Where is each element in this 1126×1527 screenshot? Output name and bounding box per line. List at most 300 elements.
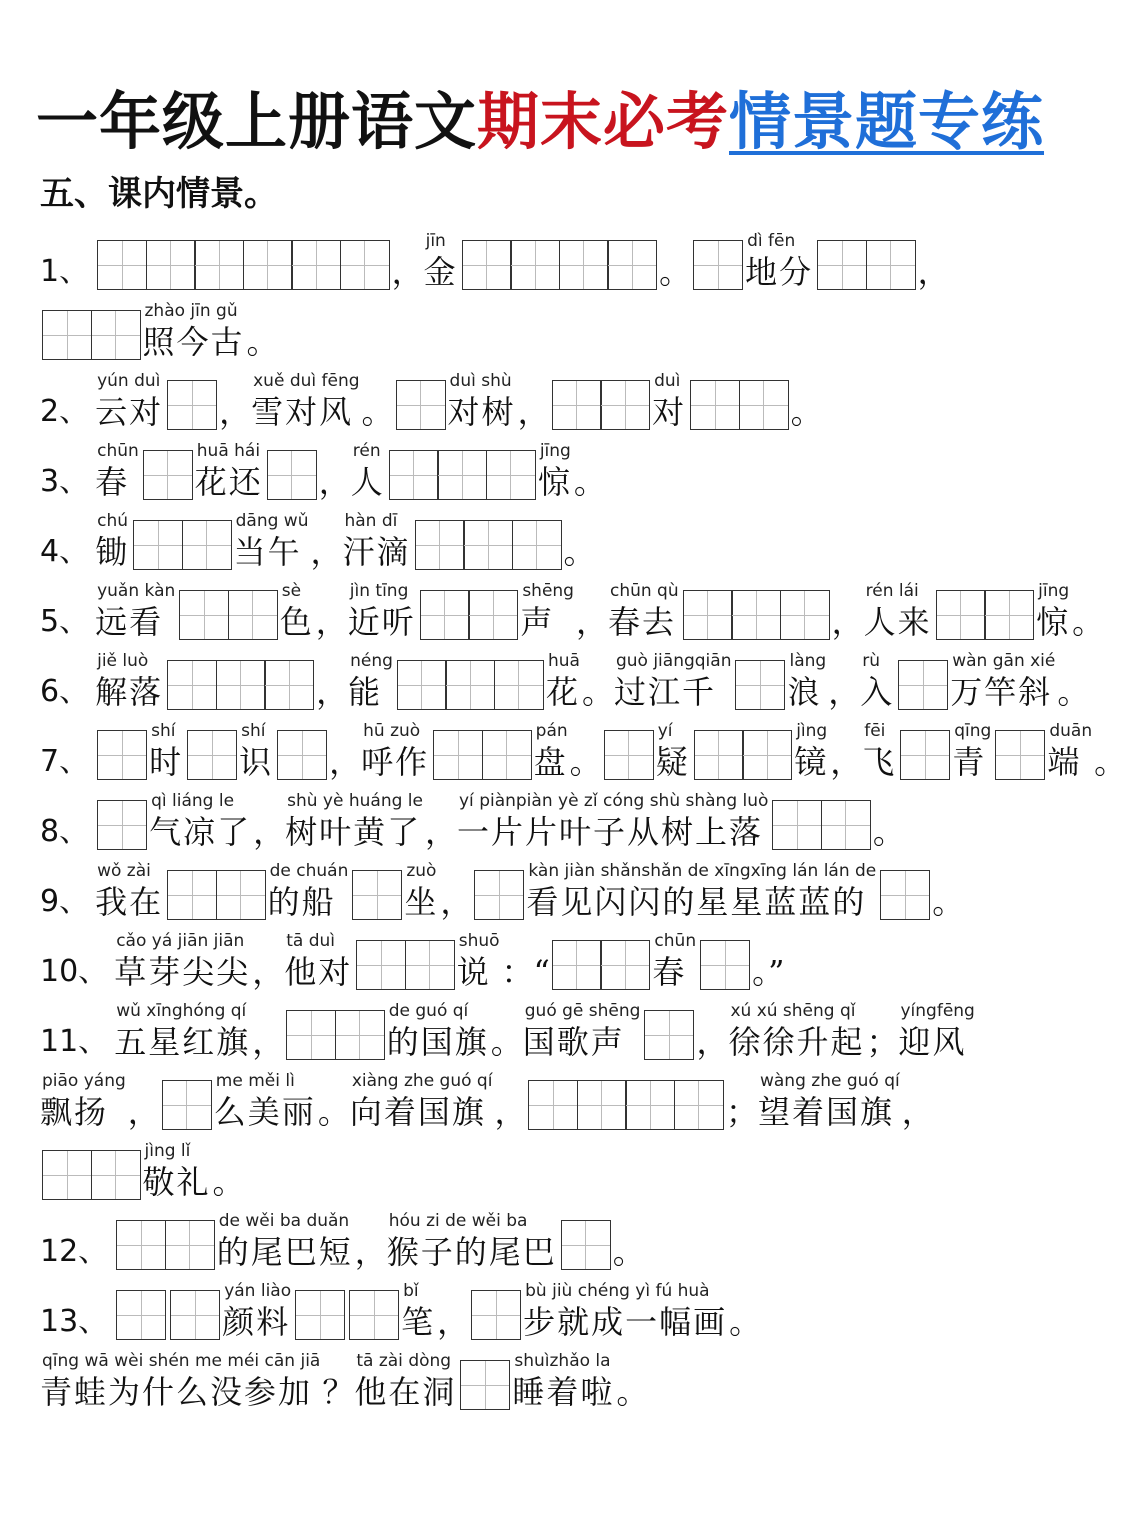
hanzi: 近听 bbox=[347, 603, 416, 641]
tianzige-box[interactable] bbox=[600, 940, 650, 990]
tianzige-box[interactable] bbox=[437, 450, 487, 500]
tianzige-box[interactable] bbox=[335, 1010, 385, 1060]
pinyin-word bbox=[534, 720, 568, 782]
hanzi: 我在 bbox=[95, 883, 164, 921]
pinyin-word bbox=[862, 720, 896, 782]
tianzige-box[interactable] bbox=[880, 870, 930, 920]
punctuation: ； bbox=[725, 1093, 758, 1131]
answer-boxes[interactable] bbox=[433, 730, 532, 780]
hanzi: 他对 bbox=[284, 953, 353, 991]
tianzige-box[interactable] bbox=[167, 380, 217, 430]
answer-boxes[interactable] bbox=[700, 940, 750, 990]
pinyin-word bbox=[404, 860, 438, 922]
tianzige-box[interactable] bbox=[984, 590, 1034, 640]
pinyin: zhào jīn gǔ bbox=[144, 301, 238, 321]
pinyin-word bbox=[95, 860, 163, 922]
answer-boxes[interactable] bbox=[167, 870, 266, 920]
punctuation: 。 bbox=[569, 743, 602, 781]
punctuation: ， bbox=[391, 253, 424, 291]
pinyin-word bbox=[95, 650, 163, 712]
question-number: 13、 bbox=[40, 1304, 109, 1339]
tianzige-box[interactable] bbox=[512, 520, 562, 570]
pinyin-word bbox=[239, 720, 273, 782]
pinyin: qīng bbox=[954, 721, 992, 741]
pinyin-word bbox=[143, 1140, 211, 1202]
hanzi: 惊 bbox=[537, 463, 572, 501]
pinyin-word bbox=[546, 650, 580, 712]
tianzige-box[interactable] bbox=[349, 1290, 399, 1340]
answer-boxes[interactable] bbox=[356, 940, 455, 990]
answer-boxes[interactable] bbox=[735, 660, 785, 710]
pinyin-word bbox=[361, 720, 429, 782]
pinyin: qīng wā wèi shén me méi cān jiā bbox=[42, 1351, 321, 1371]
tianzige-box[interactable] bbox=[340, 240, 390, 290]
hanzi: 一片片叶子从树上落 bbox=[457, 813, 764, 851]
question-number: 4、 bbox=[40, 534, 90, 569]
answer-boxes[interactable] bbox=[460, 1360, 510, 1410]
answer-boxes[interactable] bbox=[420, 590, 519, 640]
tianzige-box[interactable] bbox=[463, 520, 513, 570]
punctuation: 。 bbox=[612, 1233, 645, 1271]
tianzige-box[interactable] bbox=[694, 730, 744, 780]
hanzi: 树叶黄了 bbox=[285, 813, 422, 851]
punctuation: ， bbox=[517, 393, 550, 431]
answer-boxes[interactable] bbox=[167, 660, 314, 710]
pinyin-word bbox=[1036, 580, 1070, 642]
tianzige-box[interactable] bbox=[264, 660, 314, 710]
pinyin-word bbox=[342, 510, 410, 572]
punctuation: 。 bbox=[872, 813, 905, 851]
hanzi: 能 bbox=[348, 673, 383, 711]
pinyin-word bbox=[457, 790, 768, 852]
punctuation: ， bbox=[252, 1023, 285, 1061]
tianzige-box[interactable] bbox=[97, 800, 147, 850]
punctuation: ， bbox=[310, 533, 343, 571]
tianzige-box[interactable] bbox=[898, 660, 948, 710]
pinyin-word bbox=[350, 1070, 493, 1132]
tianzige-box[interactable] bbox=[187, 730, 237, 780]
hanzi: 呼作 bbox=[361, 743, 430, 781]
tianzige-box[interactable] bbox=[295, 1290, 345, 1340]
tianzige-box[interactable] bbox=[471, 1290, 521, 1340]
answer-boxes[interactable] bbox=[683, 590, 830, 640]
hanzi: 的船 bbox=[267, 883, 336, 921]
hanzi: 的国旗 bbox=[386, 1023, 489, 1061]
tianzige-box[interactable] bbox=[486, 450, 536, 500]
tianzige-box[interactable] bbox=[405, 940, 455, 990]
tianzige-box[interactable] bbox=[510, 240, 560, 290]
answer-boxes[interactable] bbox=[143, 450, 193, 500]
tianzige-box[interactable] bbox=[170, 1290, 220, 1340]
tianzige-box[interactable] bbox=[194, 240, 244, 290]
pinyin: jīn bbox=[425, 231, 446, 251]
punctuation: ， bbox=[696, 1023, 729, 1061]
tianzige-box[interactable] bbox=[167, 660, 217, 710]
tianzige-box[interactable] bbox=[165, 1220, 215, 1270]
answer-boxes[interactable] bbox=[267, 450, 317, 500]
answer-boxes[interactable] bbox=[187, 730, 237, 780]
tianzige-box[interactable] bbox=[396, 380, 446, 430]
pinyin-word bbox=[523, 1280, 727, 1342]
answer-boxes[interactable] bbox=[162, 1080, 212, 1130]
answer-boxes[interactable] bbox=[116, 1290, 166, 1340]
punctuation: 。 bbox=[212, 1163, 245, 1201]
tianzige-box[interactable] bbox=[772, 800, 822, 850]
pinyin: wǔ xīnghóng qí bbox=[116, 1001, 247, 1021]
hanzi: 万竿斜 bbox=[950, 673, 1053, 711]
tianzige-box[interactable] bbox=[433, 730, 483, 780]
punctuation: ； bbox=[866, 1023, 899, 1061]
pinyin-word bbox=[95, 440, 139, 502]
pinyin: néng bbox=[350, 651, 393, 671]
answer-boxes[interactable] bbox=[880, 870, 930, 920]
hanzi: 花 bbox=[545, 673, 580, 711]
tianzige-box[interactable] bbox=[228, 590, 278, 640]
exercise-line bbox=[40, 992, 977, 1062]
tianzige-box[interactable] bbox=[780, 590, 830, 640]
answer-boxes[interactable] bbox=[471, 1290, 521, 1340]
pinyin-word bbox=[448, 370, 516, 432]
answer-boxes[interactable] bbox=[295, 1290, 345, 1340]
question-number: 11、 bbox=[40, 1024, 109, 1059]
pinyin-word bbox=[285, 790, 423, 852]
answer-boxes[interactable] bbox=[474, 870, 524, 920]
hanzi: 说 bbox=[456, 953, 491, 991]
answer-boxes[interactable] bbox=[396, 380, 446, 430]
pinyin-word bbox=[401, 1280, 435, 1342]
answer-boxes[interactable] bbox=[462, 240, 658, 290]
answer-boxes[interactable] bbox=[133, 520, 232, 570]
pinyin: chūn bbox=[97, 441, 139, 461]
hanzi: 么美丽 bbox=[213, 1093, 316, 1131]
pinyin-word bbox=[898, 1000, 974, 1062]
tianzige-box[interactable] bbox=[179, 590, 229, 640]
pinyin: làng bbox=[789, 651, 827, 671]
question-number: 8、 bbox=[40, 814, 90, 849]
punctuation: 。 bbox=[563, 533, 596, 571]
pinyin-word bbox=[387, 1000, 489, 1062]
tianzige-box[interactable] bbox=[482, 730, 532, 780]
answer-boxes[interactable] bbox=[552, 380, 651, 430]
answer-boxes[interactable] bbox=[772, 800, 871, 850]
tianzige-box[interactable] bbox=[116, 1220, 166, 1270]
answer-boxes[interactable] bbox=[690, 380, 789, 430]
page-title bbox=[0, 72, 1080, 161]
tianzige-box[interactable] bbox=[577, 1080, 627, 1130]
tianzige-box[interactable] bbox=[91, 310, 141, 360]
question-number: 9、 bbox=[40, 884, 90, 919]
pinyin: jīng bbox=[1038, 581, 1070, 601]
answer-boxes[interactable] bbox=[97, 730, 147, 780]
tianzige-box[interactable] bbox=[552, 380, 602, 430]
pinyin-word bbox=[652, 370, 686, 432]
pinyin-word bbox=[143, 300, 245, 362]
tianzige-box[interactable] bbox=[42, 310, 92, 360]
answer-boxes[interactable] bbox=[97, 800, 147, 850]
tianzige-box[interactable] bbox=[474, 870, 524, 920]
pinyin-word bbox=[251, 370, 359, 432]
pinyin: guó gē shēng bbox=[524, 1001, 641, 1021]
answer-boxes[interactable] bbox=[349, 1290, 399, 1340]
tianzige-box[interactable] bbox=[116, 1290, 166, 1340]
hanzi: 春 bbox=[95, 463, 130, 501]
tianzige-box[interactable] bbox=[42, 1150, 92, 1200]
tianzige-box[interactable] bbox=[739, 380, 789, 430]
tianzige-box[interactable] bbox=[216, 660, 266, 710]
answer-boxes[interactable] bbox=[561, 1220, 611, 1270]
question-number: 3、 bbox=[40, 464, 90, 499]
pinyin: duì shù bbox=[449, 371, 512, 391]
tianzige-box[interactable] bbox=[97, 240, 147, 290]
pinyin-word bbox=[952, 720, 991, 782]
exercise-line bbox=[40, 1132, 245, 1202]
pinyin-word bbox=[149, 790, 251, 852]
exercise-line bbox=[40, 362, 823, 432]
exercise-line bbox=[40, 642, 1089, 712]
tianzige-box[interactable] bbox=[91, 1150, 141, 1200]
answer-boxes[interactable] bbox=[528, 1080, 724, 1130]
answer-boxes[interactable] bbox=[167, 380, 217, 430]
punctuation: 。 bbox=[1094, 743, 1126, 781]
pinyin: rù bbox=[862, 651, 880, 671]
tianzige-box[interactable] bbox=[267, 450, 317, 500]
tianzige-box[interactable] bbox=[356, 940, 406, 990]
tianzige-box[interactable] bbox=[735, 660, 785, 710]
punctuation: 。 bbox=[790, 393, 823, 431]
punctuation: ， bbox=[253, 813, 286, 851]
hanzi: 雪对风 bbox=[251, 393, 354, 431]
hanzi: 汗滴 bbox=[342, 533, 411, 571]
tianzige-box[interactable] bbox=[143, 450, 193, 500]
answer-boxes[interactable] bbox=[277, 730, 327, 780]
hanzi: 青 bbox=[952, 743, 987, 781]
pinyin: shí bbox=[151, 721, 176, 741]
hanzi: 色 bbox=[279, 603, 314, 641]
tianzige-box[interactable] bbox=[352, 870, 402, 920]
answer-boxes[interactable] bbox=[352, 870, 402, 920]
hanzi: 向着国旗 bbox=[349, 1093, 486, 1131]
tianzige-box[interactable] bbox=[604, 730, 654, 780]
hanzi: 迎风 bbox=[898, 1023, 967, 1061]
exercise-line bbox=[40, 502, 596, 572]
tianzige-box[interactable] bbox=[216, 870, 266, 920]
tianzige-box[interactable] bbox=[133, 520, 183, 570]
tianzige-box[interactable] bbox=[607, 240, 657, 290]
tianzige-box[interactable] bbox=[625, 1080, 675, 1130]
answer-boxes[interactable] bbox=[389, 450, 536, 500]
punctuation: ， bbox=[424, 813, 457, 851]
pinyin: jìng lǐ bbox=[144, 1141, 191, 1161]
pinyin: shuìzhǎo la bbox=[514, 1351, 611, 1371]
tianzige-box[interactable] bbox=[286, 1010, 336, 1060]
exercise-line bbox=[40, 1272, 761, 1342]
pinyin: yuǎn kàn bbox=[97, 581, 176, 601]
punctuation: 。” bbox=[752, 953, 785, 991]
tianzige-box[interactable] bbox=[674, 1080, 724, 1130]
tianzige-box[interactable] bbox=[644, 1010, 694, 1060]
pinyin: xuě duì fēng bbox=[253, 371, 360, 391]
hanzi: 入 bbox=[860, 673, 895, 711]
pinyin-word bbox=[387, 1210, 557, 1272]
pinyin-word bbox=[95, 580, 175, 642]
answer-boxes[interactable] bbox=[644, 1010, 694, 1060]
pinyin-word bbox=[523, 1000, 641, 1062]
punctuation: 。 bbox=[659, 253, 692, 291]
tianzige-box[interactable] bbox=[995, 730, 1045, 780]
pinyin-word bbox=[860, 650, 894, 712]
pinyin: yún duì bbox=[97, 371, 161, 391]
hanzi: 远看 bbox=[95, 603, 164, 641]
pinyin: bǐ bbox=[403, 1281, 419, 1301]
answer-boxes[interactable] bbox=[898, 660, 948, 710]
tianzige-box[interactable] bbox=[97, 730, 147, 780]
pinyin-word bbox=[149, 720, 183, 782]
punctuation: ， bbox=[901, 1093, 934, 1131]
hanzi: 步就成一幅画 bbox=[523, 1303, 728, 1341]
hanzi: 对 bbox=[652, 393, 687, 431]
pinyin: fēi bbox=[864, 721, 886, 741]
pinyin: xiàng zhe guó qí bbox=[351, 1071, 493, 1091]
pinyin-word bbox=[652, 930, 696, 992]
punctuation: ， bbox=[315, 603, 348, 641]
tianzige-box[interactable] bbox=[146, 240, 196, 290]
question-number: 12、 bbox=[40, 1234, 109, 1269]
tianzige-box[interactable] bbox=[552, 940, 602, 990]
answer-boxes[interactable] bbox=[604, 730, 654, 780]
hanzi: 笔 bbox=[401, 1303, 436, 1341]
pinyin: chūn bbox=[654, 931, 697, 951]
punctuation: ， bbox=[831, 603, 864, 641]
tianzige-box[interactable] bbox=[167, 870, 217, 920]
tianzige-box[interactable] bbox=[817, 240, 867, 290]
tianzige-box[interactable] bbox=[936, 590, 986, 640]
tianzige-box[interactable] bbox=[397, 660, 447, 710]
punctuation: ， bbox=[318, 463, 351, 501]
pinyin-word bbox=[864, 580, 932, 642]
pinyin-word bbox=[758, 1070, 900, 1132]
exercise-line bbox=[40, 922, 784, 992]
tianzige-box[interactable] bbox=[291, 240, 341, 290]
exercise-line bbox=[40, 222, 950, 292]
punctuation: 。 bbox=[932, 883, 965, 921]
question-number: 7、 bbox=[40, 744, 90, 779]
pinyin-word bbox=[424, 230, 458, 292]
tianzige-box[interactable] bbox=[494, 660, 544, 710]
pinyin-word bbox=[195, 440, 263, 502]
tianzige-box[interactable] bbox=[460, 1360, 510, 1410]
answer-boxes[interactable] bbox=[693, 240, 743, 290]
answer-boxes[interactable] bbox=[179, 590, 278, 640]
tianzige-box[interactable] bbox=[528, 1080, 578, 1130]
pinyin-word bbox=[351, 440, 385, 502]
hanzi: 看见闪闪的星星蓝蓝的 bbox=[526, 883, 867, 921]
tianzige-box[interactable] bbox=[561, 1220, 611, 1270]
hanzi: 疑 bbox=[655, 743, 690, 781]
tianzige-box[interactable] bbox=[182, 520, 232, 570]
pinyin: yí piànpiàn yè zǐ cóng shù shàng luò bbox=[459, 791, 769, 811]
pinyin-word bbox=[268, 860, 349, 922]
hanzi: 国歌声 bbox=[522, 1023, 625, 1061]
answer-boxes[interactable] bbox=[116, 1220, 215, 1270]
hanzi: 镜 bbox=[794, 743, 829, 781]
answer-boxes[interactable] bbox=[42, 310, 141, 360]
tianzige-box[interactable] bbox=[462, 240, 512, 290]
tianzige-box[interactable] bbox=[693, 240, 743, 290]
pinyin-word bbox=[222, 1280, 291, 1342]
pinyin: yán liào bbox=[224, 1281, 292, 1301]
tianzige-box[interactable] bbox=[468, 590, 518, 640]
pinyin: wàn gān xié bbox=[952, 651, 1056, 671]
pinyin-word bbox=[114, 1000, 250, 1062]
punctuation: ， bbox=[440, 883, 473, 921]
pinyin: hóu zi de wěi ba bbox=[388, 1211, 528, 1231]
punctuation: ？ bbox=[322, 1373, 355, 1411]
tianzige-box[interactable] bbox=[742, 730, 792, 780]
hanzi: 睡着啦 bbox=[512, 1373, 615, 1411]
pinyin: dāng wǔ bbox=[235, 511, 309, 531]
answer-boxes[interactable] bbox=[694, 730, 793, 780]
answer-boxes[interactable] bbox=[97, 240, 390, 290]
answer-boxes[interactable] bbox=[817, 240, 916, 290]
hanzi: 飘扬 bbox=[40, 1093, 109, 1131]
answer-boxes[interactable] bbox=[397, 660, 544, 710]
tianzige-box[interactable] bbox=[683, 590, 733, 640]
tianzige-box[interactable] bbox=[866, 240, 916, 290]
pinyin-word bbox=[40, 1350, 320, 1412]
pinyin-word bbox=[728, 1000, 864, 1062]
tianzige-box[interactable] bbox=[690, 380, 740, 430]
pinyin: me měi lì bbox=[215, 1071, 295, 1091]
tianzige-box[interactable] bbox=[700, 940, 750, 990]
answer-boxes[interactable] bbox=[286, 1010, 385, 1060]
answer-boxes[interactable] bbox=[42, 1150, 141, 1200]
tianzige-box[interactable] bbox=[243, 240, 293, 290]
answer-boxes[interactable] bbox=[936, 590, 1035, 640]
pinyin: cǎo yá jiān jiān bbox=[116, 931, 245, 951]
answer-boxes[interactable] bbox=[415, 520, 562, 570]
answer-boxes[interactable] bbox=[552, 940, 651, 990]
pinyin: wàng zhe guó qí bbox=[759, 1071, 900, 1091]
pinyin: shù yè huáng le bbox=[287, 791, 423, 811]
tianzige-box[interactable] bbox=[445, 660, 495, 710]
hanzi: 当午 bbox=[233, 533, 302, 571]
tianzige-box[interactable] bbox=[731, 590, 781, 640]
exercise-line bbox=[40, 292, 279, 362]
pinyin-word bbox=[745, 230, 813, 292]
punctuation: ， bbox=[437, 1303, 470, 1341]
tianzige-box[interactable] bbox=[420, 590, 470, 640]
pinyin: guò jiāngqiān bbox=[615, 651, 732, 671]
pinyin-word bbox=[614, 650, 732, 712]
pinyin: yí bbox=[657, 721, 673, 741]
answer-boxes[interactable] bbox=[995, 730, 1045, 780]
exercise-line bbox=[40, 1342, 648, 1412]
tianzige-box[interactable] bbox=[600, 380, 650, 430]
answer-boxes[interactable] bbox=[170, 1290, 220, 1340]
tianzige-box[interactable] bbox=[559, 240, 609, 290]
tianzige-box[interactable] bbox=[277, 730, 327, 780]
pinyin: de wěi ba duǎn bbox=[218, 1211, 350, 1231]
tianzige-box[interactable] bbox=[821, 800, 871, 850]
tianzige-box[interactable] bbox=[162, 1080, 212, 1130]
section-heading: 五、课内情景。 bbox=[40, 174, 278, 214]
answer-boxes[interactable] bbox=[900, 730, 950, 780]
hanzi: 时 bbox=[149, 743, 184, 781]
pinyin: shí bbox=[241, 721, 266, 741]
tianzige-box[interactable] bbox=[900, 730, 950, 780]
tianzige-box[interactable] bbox=[415, 520, 465, 570]
tianzige-box[interactable] bbox=[389, 450, 439, 500]
